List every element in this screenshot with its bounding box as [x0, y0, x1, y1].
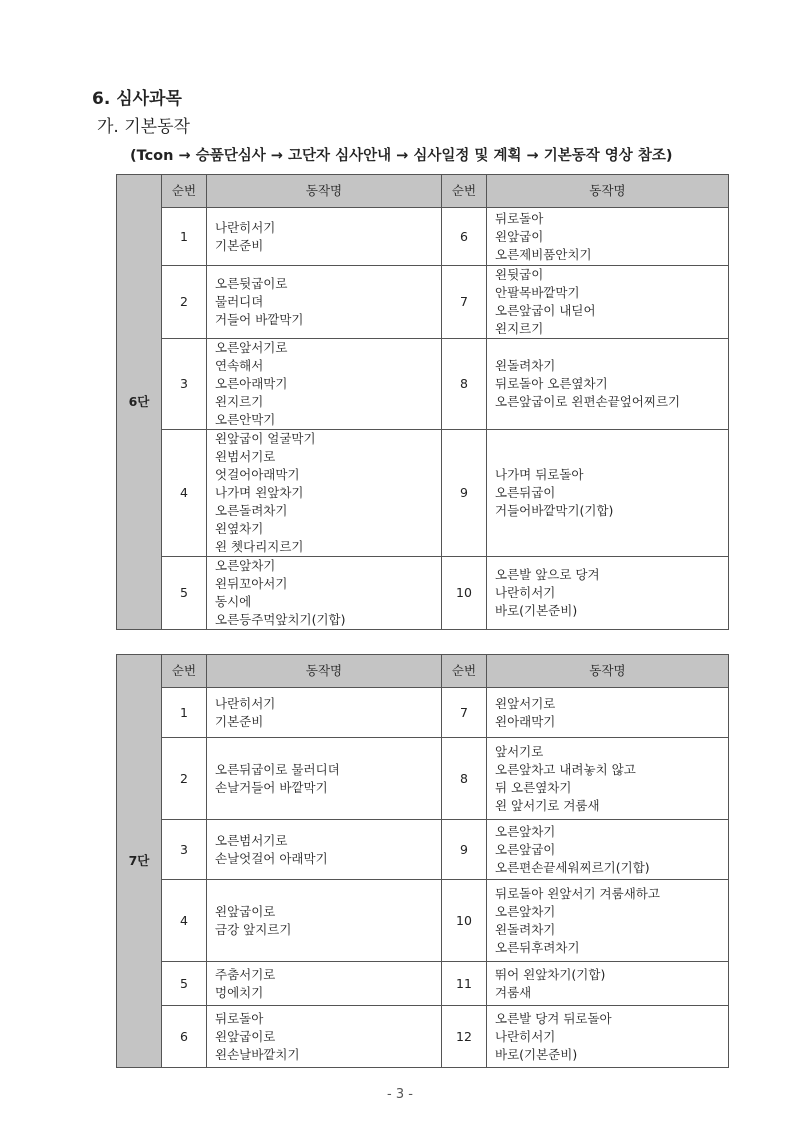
- motion-line: 왼옆차기: [215, 521, 264, 536]
- motion-line: 왼 앞서기로 겨룸새: [495, 797, 600, 813]
- table-row: [117, 1006, 729, 1068]
- motion-name-cell: [487, 738, 729, 820]
- motion-line: 앞서기로: [495, 743, 544, 759]
- seq-number: 3: [162, 820, 207, 880]
- seq-number: 4: [162, 880, 207, 962]
- motion-name-cell: [207, 962, 442, 1006]
- motion-line: 나가며 뒤로돌아: [495, 467, 584, 482]
- table-row: [117, 688, 729, 738]
- motion-line: 왼아래막기: [495, 713, 556, 729]
- motion-line: 왼뒷굽이: [495, 267, 544, 282]
- motion-line: 오른발 당겨 뒤로돌아: [495, 1010, 612, 1026]
- seq-number: 4: [162, 430, 207, 557]
- header-seq: 순번: [162, 175, 207, 208]
- motion-line: 동시에: [215, 594, 252, 609]
- seq-number: 8: [442, 738, 487, 820]
- seq-number: 7: [442, 266, 487, 339]
- table-row: [117, 208, 729, 266]
- motion-line: 오른앞차기: [495, 823, 556, 839]
- level-label: 6단: [117, 175, 162, 630]
- motion-line: 오른앞서기로: [215, 340, 288, 355]
- page-number: - 3 -: [387, 1087, 413, 1102]
- motion-line: 뒤로돌아: [495, 210, 544, 226]
- motion-line: 왼앞굽이로: [215, 903, 276, 919]
- motion-name-cell: [207, 880, 442, 962]
- motion-line: 안팔목바깥막기: [495, 285, 580, 300]
- motion-name-cell: [207, 430, 442, 557]
- motion-name-cell: [207, 208, 442, 266]
- motion-line: 멍에치기: [215, 984, 264, 1000]
- motion-line: 뒤로돌아 왼앞서기 겨룸새하고: [495, 885, 660, 901]
- table-row: [117, 738, 729, 820]
- seq-number: 12: [442, 1006, 487, 1068]
- header-name: 동작명: [207, 175, 442, 208]
- motion-line: 거들어 바깥막기: [215, 312, 304, 327]
- motion-line: 뒤로돌아 오른옆차기: [495, 376, 608, 391]
- motion-name-cell: [207, 557, 442, 630]
- motion-line: 왼손날바깥치기: [215, 1046, 300, 1062]
- motion-line: 오른뒷굽이로: [215, 276, 288, 291]
- motion-line: 나가며 왼앞차기: [215, 485, 304, 500]
- table-row: [117, 266, 729, 339]
- header-name: 동작명: [487, 175, 729, 208]
- table-row: [117, 820, 729, 880]
- header-seq: 순번: [442, 175, 487, 208]
- motion-name-cell: [487, 962, 729, 1006]
- motion-name-cell: [487, 820, 729, 880]
- seq-number: 6: [442, 208, 487, 266]
- motion-name-cell: [207, 339, 442, 430]
- seq-number: 2: [162, 266, 207, 339]
- motion-line: 왼지르기: [215, 394, 264, 409]
- motion-line: 나란히서기: [495, 585, 556, 600]
- seq-number: 10: [442, 880, 487, 962]
- motion-name-cell: [487, 208, 729, 266]
- motion-line: 주춤서기로: [215, 966, 276, 982]
- motion-line: 연속해서: [215, 358, 264, 373]
- seq-number: 3: [162, 339, 207, 430]
- seq-number: 9: [442, 430, 487, 557]
- motion-line: 기본준비: [215, 713, 264, 729]
- table-row: [117, 430, 729, 557]
- seq-number: 6: [162, 1006, 207, 1068]
- motion-line: 뒤로돌아: [215, 1010, 264, 1026]
- motion-line: 왼돌려차기: [495, 358, 556, 373]
- motion-line: 왼뒤꼬아서기: [215, 576, 288, 591]
- motion-line: 왼돌려차기: [495, 921, 556, 937]
- motion-name-cell: [207, 266, 442, 339]
- motion-line: 나란히서기: [215, 695, 276, 711]
- motion-line: 오른앞차고 내려놓치 않고: [495, 761, 636, 777]
- header-seq: 순번: [162, 655, 207, 688]
- seq-number: 2: [162, 738, 207, 820]
- motion-line: 오른아래막기: [215, 376, 288, 391]
- navigation-path: (Tcon → 승품단심사 → 고단자 심사안내 → 심사일정 및 계획 → 기본동작 영상 참조): [130, 148, 673, 164]
- seq-number: 5: [162, 962, 207, 1006]
- motion-name-cell: [207, 738, 442, 820]
- motion-line: 왼범서기로: [215, 449, 276, 464]
- motion-line: 오른앞굽이 내딛어: [495, 303, 596, 318]
- seq-number: 1: [162, 688, 207, 738]
- subsection-title: 가. 기본동작: [97, 117, 190, 137]
- motion-line: 손날거들어 바깥막기: [215, 779, 328, 795]
- motion-line: 오른편손끝세워찌르기(기합): [495, 859, 650, 875]
- table-row: [117, 339, 729, 430]
- seq-number: 8: [442, 339, 487, 430]
- motion-line: 왼앞굽이로: [215, 1028, 276, 1044]
- motion-line: 물러디뎌: [215, 294, 264, 309]
- motion-line: 왼앞굽이 얼굴막기: [215, 431, 316, 446]
- motion-line: 바로(기본준비): [495, 1046, 578, 1062]
- motion-name-cell: [487, 880, 729, 962]
- table-6dan: [116, 174, 729, 630]
- header-name: 동작명: [487, 655, 729, 688]
- motion-line: 나란히서기: [495, 1028, 556, 1044]
- motion-line: 겨룸새: [495, 984, 532, 1000]
- motion-name-cell: [487, 688, 729, 738]
- motion-line: 왼앞서기로: [495, 695, 556, 711]
- motion-line: 오른앞굽이: [495, 841, 556, 857]
- motion-line: 오른앞차기: [215, 558, 276, 573]
- motion-line: 오른뒤굽이: [495, 485, 556, 500]
- motion-line: 오른돌려차기: [215, 503, 288, 518]
- section-title: 6. 심사과목: [92, 89, 182, 109]
- table-row: [117, 880, 729, 962]
- motion-line: 오른범서기로: [215, 832, 288, 848]
- motion-name-cell: [207, 688, 442, 738]
- motion-name-cell: [487, 557, 729, 630]
- header-name: 동작명: [207, 655, 442, 688]
- table-7dan: [116, 654, 729, 1068]
- motion-line: 오른뒤후려차기: [495, 939, 580, 955]
- motion-line: 바로(기본준비): [495, 603, 578, 618]
- motion-line: 왼지르기: [495, 321, 544, 336]
- motion-line: 뒤 오른옆차기: [495, 779, 572, 795]
- motion-name-cell: [487, 430, 729, 557]
- motion-line: 오른발 앞으로 당겨: [495, 567, 600, 582]
- motion-line: 오른앞차기: [495, 903, 556, 919]
- motion-line: 금강 앞지르기: [215, 921, 292, 937]
- seq-number: 11: [442, 962, 487, 1006]
- table-row: [117, 962, 729, 1006]
- seq-number: 9: [442, 820, 487, 880]
- motion-name-cell: [487, 1006, 729, 1068]
- table-row: [117, 557, 729, 630]
- motion-line: 오른제비품안치기: [495, 246, 592, 262]
- motion-name-cell: [207, 820, 442, 880]
- motion-line: 오른안막기: [215, 412, 276, 427]
- seq-number: 5: [162, 557, 207, 630]
- motion-line: 엇걸어아래막기: [215, 467, 300, 482]
- motion-name-cell: [487, 266, 729, 339]
- motion-line: 거들어바깥막기(기합): [495, 503, 614, 518]
- motion-line: 기본준비: [215, 237, 264, 253]
- seq-number: 10: [442, 557, 487, 630]
- motion-line: 오른뒤굽이로 물러디뎌: [215, 761, 340, 777]
- motion-line: 나란히서기: [215, 219, 276, 235]
- seq-number: 7: [442, 688, 487, 738]
- header-seq: 순번: [442, 655, 487, 688]
- motion-name-cell: [207, 1006, 442, 1068]
- seq-number: 1: [162, 208, 207, 266]
- motion-line: 손날엇걸어 아래막기: [215, 850, 328, 866]
- level-label: 7단: [117, 655, 162, 1068]
- motion-line: 왼앞굽이: [495, 228, 544, 244]
- motion-line: 오른등주먹앞치기(기합): [215, 612, 346, 627]
- motion-line: 오른앞굽이로 왼편손끝엎어찌르기: [495, 394, 681, 409]
- motion-line: 뛰어 왼앞차기(기합): [495, 966, 606, 982]
- motion-name-cell: [487, 339, 729, 430]
- motion-line: 왼 쳇다리지르기: [215, 539, 304, 554]
